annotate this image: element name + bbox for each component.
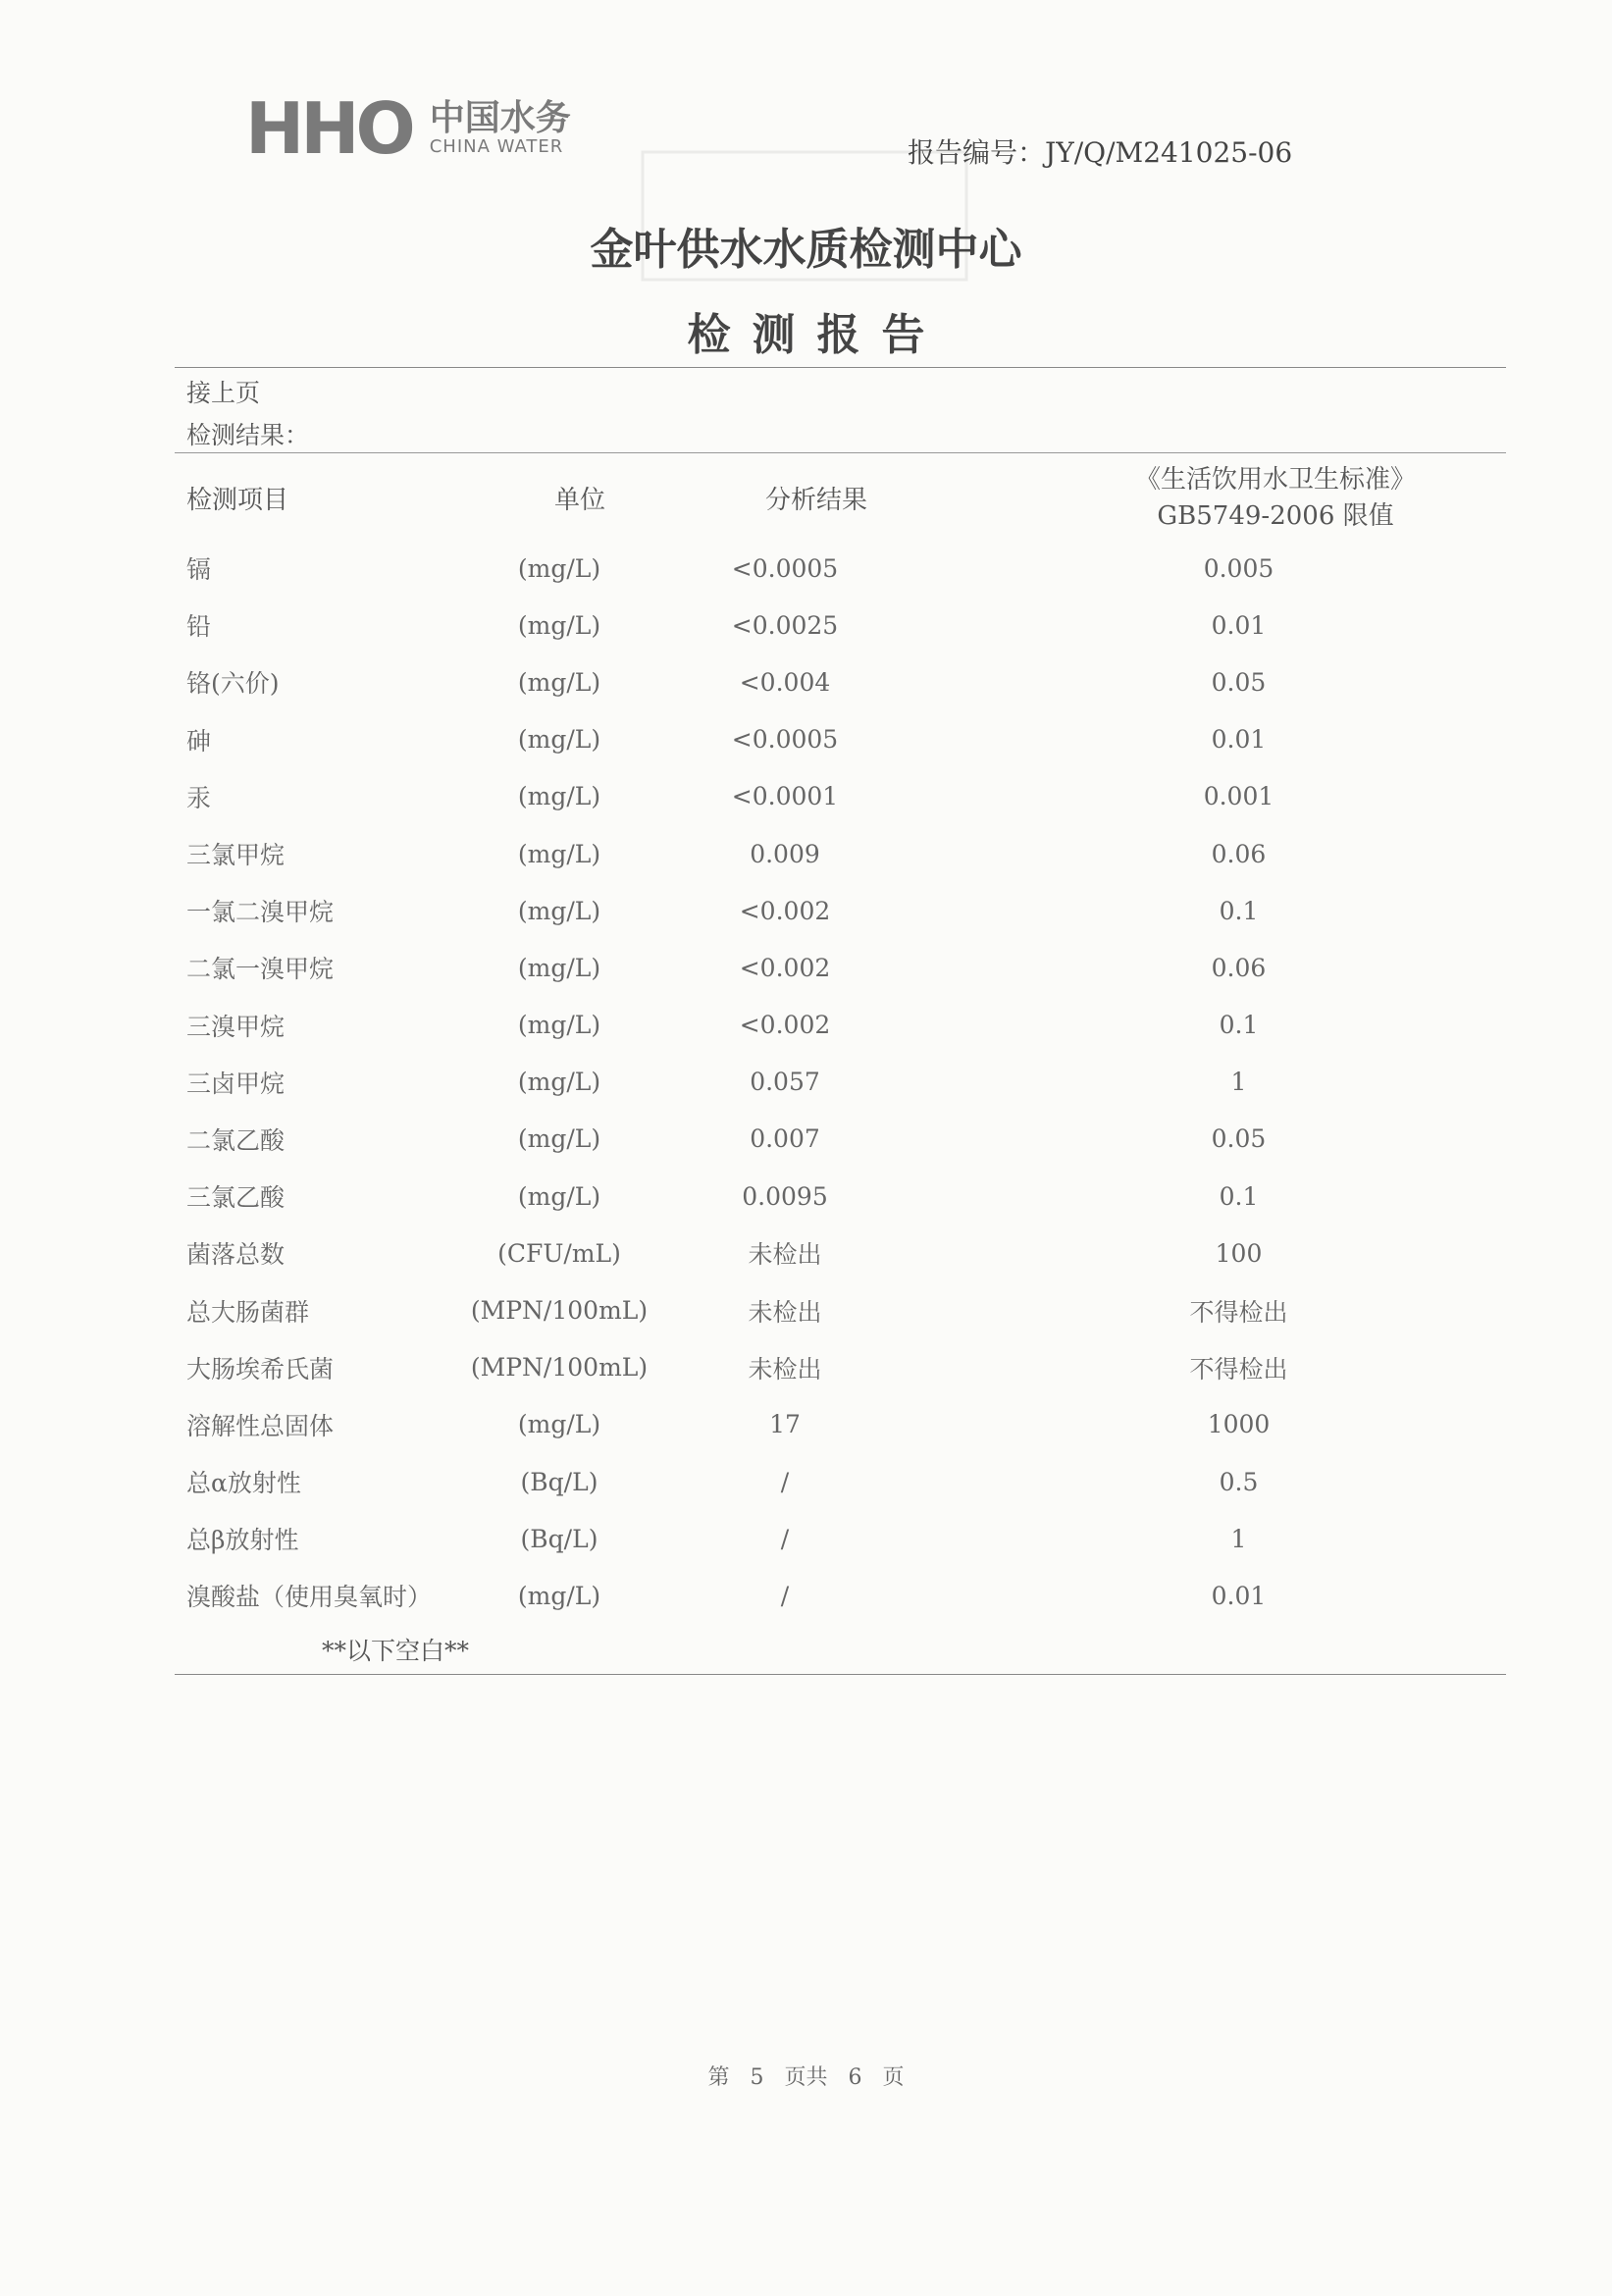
- row-unit: (mg/L): [517, 839, 601, 868]
- row-unit: (MPN/100mL): [470, 1353, 649, 1383]
- row-item: 二氯乙酸: [186, 1125, 286, 1155]
- table-row: [175, 1111, 1506, 1168]
- table-row: [175, 825, 1506, 882]
- row-limit: 0.01: [1211, 725, 1267, 755]
- row-result: 未检出: [748, 1354, 822, 1383]
- row-result: 未检出: [748, 1240, 822, 1270]
- row-limit: 0.1: [1219, 896, 1259, 925]
- row-unit: (mg/L): [517, 1011, 601, 1040]
- report-title: 检测报告: [687, 310, 947, 360]
- row-unit: (mg/L): [517, 953, 601, 982]
- table-row: [175, 997, 1506, 1054]
- organization-title: 金叶供水水质检测中心: [590, 225, 1022, 275]
- top-divider: [175, 367, 1506, 368]
- continued-note: 接上页: [186, 379, 261, 407]
- row-result: <0.002: [739, 953, 831, 982]
- row-result: 0.009: [750, 839, 820, 868]
- row-unit: (mg/L): [517, 1181, 601, 1211]
- table-row: [175, 597, 1506, 653]
- row-result: 未检出: [748, 1297, 822, 1327]
- table-row: [175, 1054, 1506, 1111]
- table-row: [175, 540, 1506, 597]
- row-item: 砷: [186, 726, 212, 756]
- row-limit: 100: [1215, 1238, 1263, 1268]
- row-item: 一氯二溴甲烷: [186, 898, 335, 927]
- table-row: [175, 1567, 1506, 1624]
- row-limit: 0.1: [1219, 1181, 1259, 1211]
- row-item: 汞: [186, 783, 212, 812]
- row-item: 溴酸盐（使用臭氧时）: [186, 1583, 433, 1612]
- row-item: 三氯乙酸: [186, 1183, 286, 1213]
- header-divider: [175, 452, 1506, 453]
- row-limit: 0.005: [1203, 553, 1274, 583]
- logo-english-text: CHINA WATER: [429, 136, 564, 158]
- row-limit: 0.05: [1211, 1124, 1267, 1154]
- column-header-item: 检测项目: [186, 486, 289, 515]
- page-footer: 第 5 页共 6 页: [707, 2065, 905, 2090]
- row-result: <0.0005: [731, 553, 839, 583]
- row-limit: 0.01: [1211, 1581, 1267, 1610]
- row-unit: (mg/L): [517, 725, 601, 755]
- row-unit: (mg/L): [517, 667, 601, 697]
- table-row: [175, 1396, 1506, 1453]
- row-unit: (MPN/100mL): [470, 1296, 649, 1326]
- bottom-divider: [175, 1674, 1506, 1675]
- table-row: [175, 1168, 1506, 1225]
- standard-code: GB5749-2006 限值: [1157, 501, 1394, 531]
- row-limit: 0.06: [1211, 953, 1267, 982]
- row-item: 三氯甲烷: [186, 841, 286, 870]
- results-label: 检测结果：: [186, 421, 310, 449]
- row-item: 铅: [186, 612, 212, 642]
- table-row: [175, 1281, 1506, 1338]
- row-unit: (mg/L): [517, 1410, 601, 1439]
- table-row: [175, 1453, 1506, 1510]
- row-limit: 1000: [1207, 1410, 1271, 1439]
- row-limit: 1: [1230, 1068, 1247, 1097]
- row-item: 二氯一溴甲烷: [186, 955, 335, 984]
- row-unit: (mg/L): [517, 1581, 601, 1610]
- row-limit: 0.05: [1211, 667, 1267, 697]
- row-result: 0.057: [750, 1068, 820, 1097]
- row-result: 0.007: [750, 1124, 820, 1154]
- row-result: <0.002: [739, 896, 831, 925]
- row-result: 17: [769, 1410, 801, 1439]
- company-logo: [245, 87, 571, 170]
- row-unit: (mg/L): [517, 553, 601, 583]
- row-unit: (Bq/L): [520, 1467, 598, 1496]
- results-table: [175, 540, 1506, 1625]
- table-row: [175, 1510, 1506, 1567]
- row-result: <0.0001: [731, 782, 839, 811]
- row-result: /: [780, 1581, 790, 1610]
- row-unit: (Bq/L): [520, 1524, 598, 1553]
- row-item: 铬(六价): [186, 669, 280, 699]
- logo-chinese-text: 中国水务: [429, 97, 571, 138]
- row-limit: 0.1: [1219, 1011, 1259, 1040]
- row-limit: 0.001: [1203, 782, 1274, 811]
- row-result: /: [780, 1467, 790, 1496]
- row-limit: 不得检出: [1189, 1297, 1288, 1327]
- row-unit: (mg/L): [517, 610, 601, 640]
- column-header-unit: 单位: [554, 486, 606, 515]
- row-unit: (mg/L): [517, 1068, 601, 1097]
- row-unit: (CFU/mL): [497, 1238, 621, 1268]
- row-item: 溶解性总固体: [186, 1411, 335, 1440]
- row-item: 总大肠菌群: [186, 1297, 310, 1327]
- table-row: [175, 1225, 1506, 1281]
- table-row: [175, 939, 1506, 996]
- row-item: 总β放射性: [186, 1526, 299, 1555]
- row-item: 三溴甲烷: [186, 1012, 286, 1041]
- row-unit: (mg/L): [517, 782, 601, 811]
- results-table-body: [175, 540, 1506, 1625]
- table-row: [175, 1339, 1506, 1396]
- column-header-standard: [1060, 459, 1491, 532]
- row-item: 镉: [186, 555, 212, 585]
- row-result: <0.002: [739, 1011, 831, 1040]
- row-limit: 0.06: [1211, 839, 1267, 868]
- row-result: /: [780, 1524, 790, 1553]
- report-number: 报告编号：JY/Q/M241025-06: [908, 136, 1293, 169]
- row-item: 三卤甲烷: [186, 1069, 286, 1098]
- table-row: [175, 882, 1506, 939]
- row-unit: (mg/L): [517, 896, 601, 925]
- row-item: 总α放射性: [186, 1469, 301, 1498]
- row-limit: 0.01: [1211, 610, 1267, 640]
- row-limit: 1: [1230, 1524, 1247, 1553]
- row-result: <0.004: [739, 667, 831, 697]
- column-header-result: 分析结果: [765, 486, 868, 515]
- blank-below-note: **以下空白**: [322, 1637, 470, 1665]
- row-result: <0.0025: [731, 610, 839, 640]
- row-unit: (mg/L): [517, 1124, 601, 1154]
- row-limit: 0.5: [1219, 1467, 1259, 1496]
- table-row: [175, 653, 1506, 710]
- row-item: 大肠埃希氏菌: [186, 1354, 335, 1383]
- row-result: 0.0095: [742, 1181, 828, 1211]
- row-item: 菌落总数: [186, 1240, 286, 1270]
- standard-name: 《生活饮用水卫生标准》: [1134, 465, 1416, 495]
- row-result: <0.0005: [731, 725, 839, 755]
- logo-mark: HHO: [245, 87, 412, 170]
- table-row: [175, 768, 1506, 825]
- table-row: [175, 711, 1506, 768]
- row-limit: 不得检出: [1189, 1354, 1288, 1383]
